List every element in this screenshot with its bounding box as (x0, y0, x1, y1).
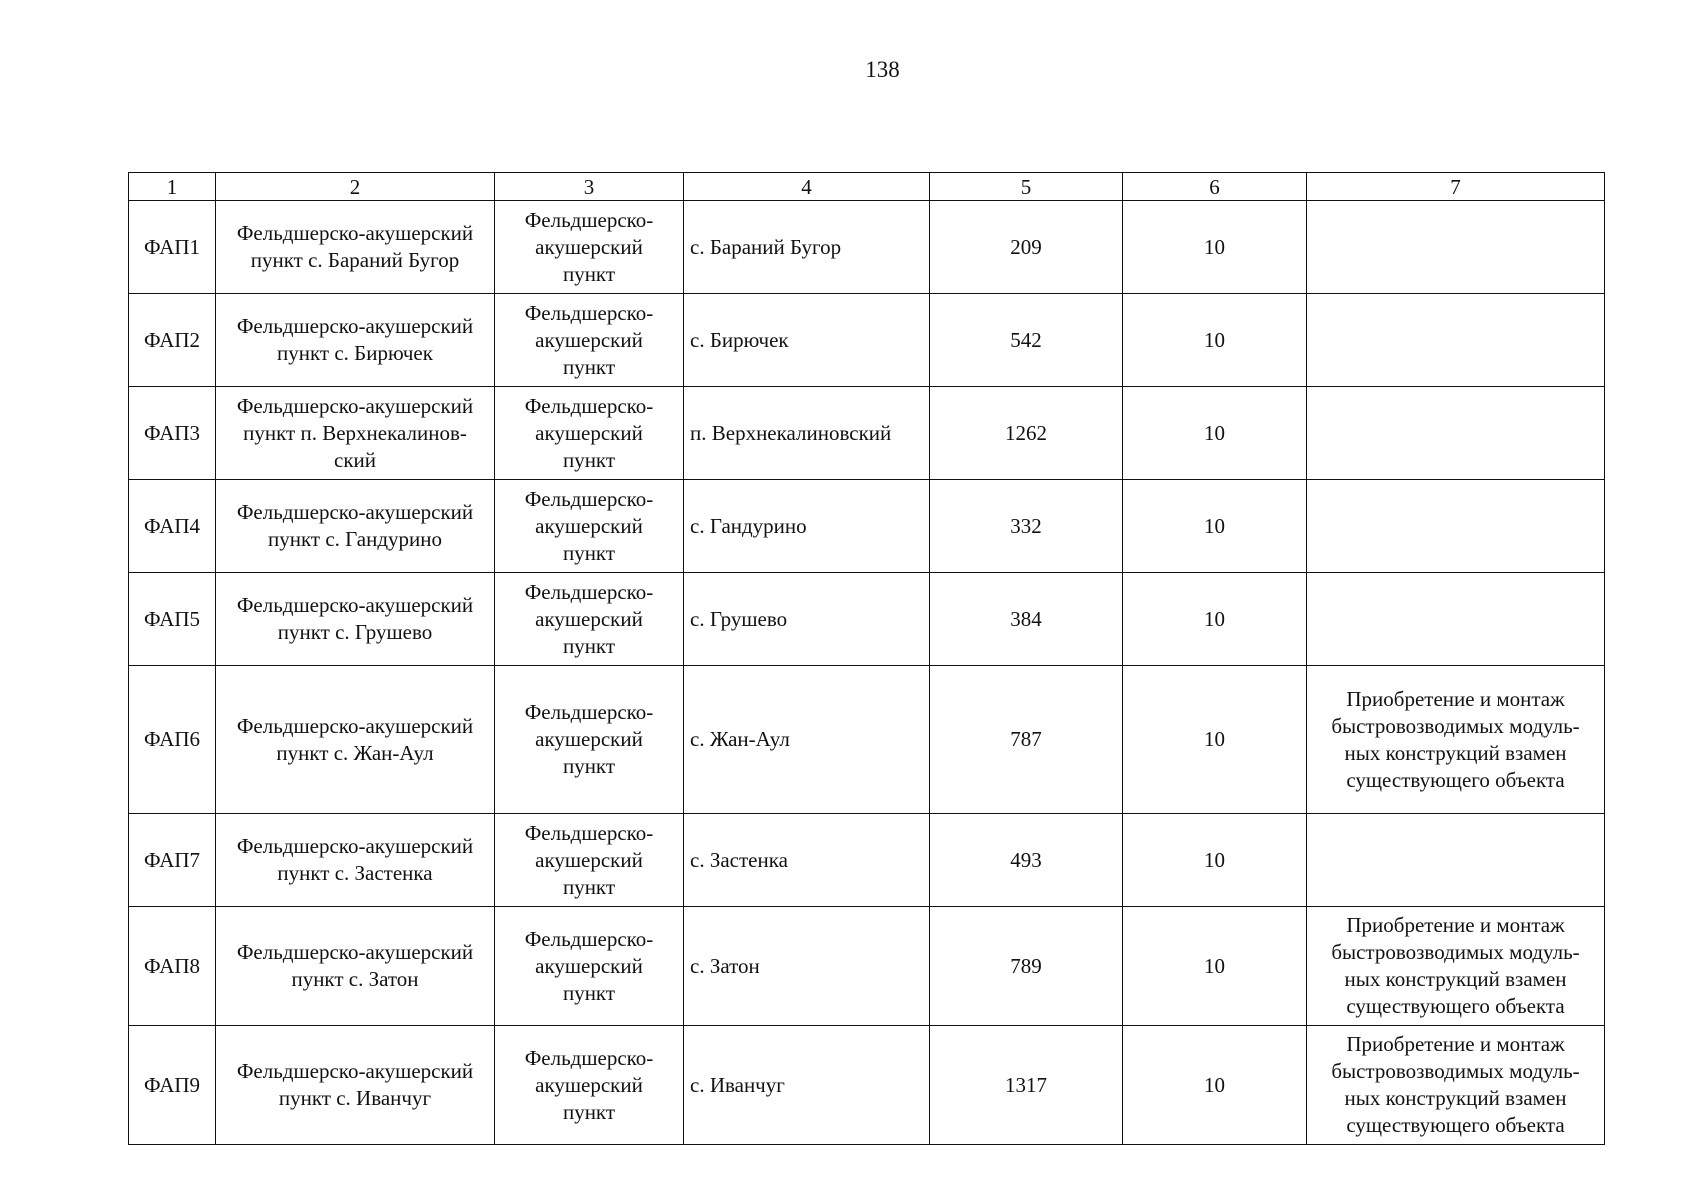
cell-type-line: пункт (562, 447, 616, 472)
cell-code: ФАП6 (129, 666, 216, 814)
cell-type (495, 294, 684, 387)
cell-name-line: Фельдшерско-акушерский (236, 1059, 474, 1083)
cell-type-line: акушерский (535, 727, 643, 751)
cell-name (216, 1026, 495, 1145)
cell-name-line: Фельдшерско-акушерский (236, 940, 474, 964)
cell-location: с. Застенка (684, 814, 930, 907)
cell-type-line: акушерский (535, 327, 643, 352)
cell-location: с. Иванчуг (684, 1026, 930, 1145)
cell-type-line: пункт (562, 874, 616, 899)
cell-name (216, 666, 495, 814)
cell-name-line: пункт с. Затон (291, 967, 419, 991)
cell-type-line: пункт (562, 540, 616, 565)
cell-value6: 10 (1123, 907, 1307, 1026)
cell-value6: 10 (1123, 1026, 1307, 1145)
table-body (129, 173, 1605, 1145)
cell-type (495, 387, 684, 480)
cell-name (216, 294, 495, 387)
cell-note (1307, 573, 1605, 666)
cell-name-line: Фельдшерско-акушерский (236, 713, 474, 738)
cell-value6: 10 (1123, 666, 1307, 814)
column-header: 4 (684, 173, 930, 201)
cell-value6: 10 (1123, 294, 1307, 387)
cell-type-line: Фельдшерско- (524, 393, 654, 418)
cell-value5: 787 (930, 666, 1123, 814)
facilities-table (128, 172, 1605, 1145)
cell-type (495, 480, 684, 573)
cell-type-line: пункт (562, 354, 616, 379)
cell-note (1307, 480, 1605, 573)
cell-code: ФАП1 (129, 201, 216, 294)
cell-value6: 10 (1123, 573, 1307, 666)
cell-location: с. Затон (684, 907, 930, 1026)
cell-value6: 10 (1123, 387, 1307, 480)
cell-name-line: Фельдшерско-акушерский (236, 221, 474, 245)
cell-name (216, 907, 495, 1026)
cell-note-line: ных конструкций взамен (1344, 740, 1567, 765)
cell-value6: 10 (1123, 814, 1307, 907)
cell-location: с. Бараний Бугор (684, 201, 930, 294)
cell-value5: 332 (930, 480, 1123, 573)
cell-note-line: ных конструкций взамен (1344, 1086, 1567, 1110)
cell-location: с. Жан-Аул (684, 666, 930, 814)
cell-note-line: быстровозводимых модуль- (1331, 713, 1580, 738)
cell-type-line: акушерский (535, 1072, 643, 1097)
column-header: 1 (129, 173, 216, 201)
cell-code: ФАП9 (129, 1026, 216, 1145)
cell-note (1307, 201, 1605, 294)
cell-name (216, 814, 495, 907)
cell-type-line: акушерский (535, 847, 643, 872)
table-row (129, 814, 1605, 907)
cell-type-line: Фельдшерско- (524, 486, 654, 511)
cell-name (216, 201, 495, 294)
cell-type-line: акушерский (535, 513, 643, 538)
cell-type-line: пункт (562, 1099, 616, 1124)
column-header: 2 (216, 173, 495, 201)
cell-type (495, 573, 684, 666)
cell-note-line: быстровозводимых модуль- (1331, 940, 1580, 964)
table-row (129, 387, 1605, 480)
cell-value5: 789 (930, 907, 1123, 1026)
cell-type (495, 201, 684, 294)
table-row (129, 201, 1605, 294)
cell-note-line: существующего объекта (1346, 1113, 1565, 1137)
cell-name-line: Фельдшерско-акушерский (236, 314, 474, 338)
cell-location: с. Гандурино (684, 480, 930, 573)
cell-location: с. Бирючек (684, 294, 930, 387)
table-row (129, 294, 1605, 387)
cell-note-line: существующего объекта (1346, 994, 1565, 1018)
cell-name (216, 573, 495, 666)
cell-type (495, 907, 684, 1026)
cell-name-line: пункт с. Застенка (277, 861, 433, 885)
cell-location: с. Грушево (684, 573, 930, 666)
table-row (129, 1026, 1605, 1145)
cell-type-line: акушерский (535, 953, 643, 978)
cell-value5: 209 (930, 201, 1123, 294)
cell-name-line: Фельдшерско-акушерский (236, 834, 474, 858)
cell-note-line: быстровозводимых модуль- (1331, 1059, 1580, 1083)
cell-type-line: пункт (562, 633, 616, 658)
cell-type-line: Фельдшерско- (524, 207, 654, 232)
cell-note (1307, 814, 1605, 907)
cell-type-line: пункт (562, 261, 616, 286)
cell-name-line: пункт с. Бараний Бугор (250, 248, 460, 272)
cell-type (495, 1026, 684, 1145)
cell-type-line: пункт (562, 754, 616, 778)
cell-code: ФАП7 (129, 814, 216, 907)
cell-type-line: Фельдшерско- (524, 300, 654, 325)
cell-name-line: пункт с. Жан-Аул (276, 740, 434, 765)
cell-code: ФАП8 (129, 907, 216, 1026)
cell-type-line: акушерский (535, 606, 643, 631)
cell-note-line: существующего объекта (1346, 767, 1565, 792)
cell-value5: 542 (930, 294, 1123, 387)
cell-name-line: Фельдшерско-акушерский (236, 593, 474, 617)
cell-note (1307, 294, 1605, 387)
cell-type-line: пункт (562, 980, 616, 1005)
cell-note (1307, 387, 1605, 480)
cell-note (1307, 666, 1605, 814)
cell-type-line: акушерский (535, 234, 643, 259)
page-number: 138 (865, 57, 900, 82)
cell-type-line: Фельдшерско- (524, 926, 654, 951)
column-header: 3 (495, 173, 684, 201)
cell-value6: 10 (1123, 201, 1307, 294)
cell-type-line: Фельдшерско- (524, 579, 654, 604)
table-row (129, 907, 1605, 1026)
cell-type-line: Фельдшерско- (524, 700, 654, 724)
cell-name-line: Фельдшерско-акушерский (236, 500, 474, 524)
cell-code: ФАП5 (129, 573, 216, 666)
table-row (129, 666, 1605, 814)
cell-name (216, 387, 495, 480)
table-row (129, 573, 1605, 666)
cell-name-line: пункт п. Верхнекалинов- (243, 420, 467, 445)
cell-code: ФАП2 (129, 294, 216, 387)
cell-name-line: пункт с. Иванчуг (278, 1086, 432, 1110)
column-header: 7 (1307, 173, 1605, 201)
column-header: 6 (1123, 173, 1307, 201)
cell-name (216, 480, 495, 573)
table-header-row (129, 173, 1605, 201)
cell-type (495, 666, 684, 814)
column-header: 5 (930, 173, 1123, 201)
cell-note-line: ных конструкций взамен (1344, 967, 1567, 991)
cell-location: п. Верхнекалиновский (684, 387, 930, 480)
cell-value5: 1317 (930, 1026, 1123, 1145)
cell-type-line: акушерский (535, 420, 643, 445)
cell-type-line: Фельдшерско- (524, 820, 654, 845)
cell-name-line: пункт с. Грушево (277, 620, 433, 644)
cell-value6: 10 (1123, 480, 1307, 573)
cell-value5: 1262 (930, 387, 1123, 480)
cell-code: ФАП3 (129, 387, 216, 480)
cell-value5: 384 (930, 573, 1123, 666)
cell-note-line: Приобретение и монтаж (1346, 913, 1565, 937)
cell-note-line: Приобретение и монтаж (1346, 686, 1565, 711)
cell-name-line: пункт с. Гандурино (268, 527, 442, 551)
cell-name-line: Фельдшерско-акушерский (236, 393, 474, 418)
cell-note (1307, 907, 1605, 1026)
cell-name-line: ский (334, 447, 376, 472)
cell-name-line: пункт с. Бирючек (277, 341, 433, 365)
cell-value5: 493 (930, 814, 1123, 907)
cell-type (495, 814, 684, 907)
cell-code: ФАП4 (129, 480, 216, 573)
cell-type-line: Фельдшерско- (524, 1045, 654, 1070)
cell-note-line: Приобретение и монтаж (1346, 1032, 1565, 1056)
cell-note (1307, 1026, 1605, 1145)
table-row (129, 480, 1605, 573)
